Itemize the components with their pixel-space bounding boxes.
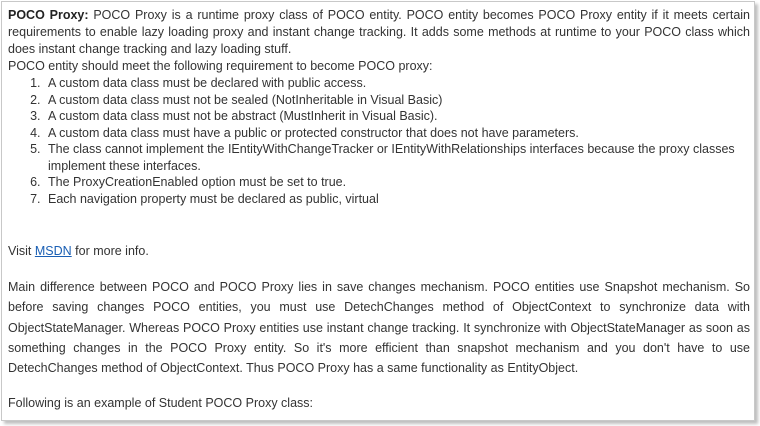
screenshot-frame — [1, 1, 755, 421]
example-lead: Following is an example of Student POCO Proxy class: — [8, 396, 313, 411]
msdn-link[interactable]: MSDN — [34, 244, 72, 258]
requirements-lead: POCO entity should meet the following requirement to become POCO proxy: — [8, 59, 433, 73]
list-item: 5. The class cannot implement the IEntityWithChangeTracker or IEntityWithRelationships interfaces because the proxy classes implement these interfaces. — [44, 141, 750, 174]
visit-before: Visit — [8, 244, 35, 258]
list-item: 2. A custom data class must not be sealed (NotInheritable in Visual Basic) — [44, 92, 750, 109]
list-item: 7. Each navigation property must be declared as public, virtual — [44, 191, 750, 208]
list-item: 3. A custom data class must not be abstract (MustInherit in Visual Basic). — [44, 108, 750, 125]
list-item: 6. The ProxyCreationEnabled option must be set to true. — [44, 174, 750, 191]
requirements-list — [8, 75, 750, 207]
intro-paragraph — [8, 7, 750, 58]
list-item: 1. A custom data class must be declared with public access. — [44, 75, 750, 92]
visit-paragraph — [8, 243, 750, 260]
difference-paragraph: Main difference between POCO and POCO Proxy lies in save changes mechanism. POCO entities use Snapshot mechanism. So before saving changes POCO entities, you must use DetechChanges method of ObjectContext to synchronize data with ObjectStateManager. Whereas POCO Proxy entities use instant change tracking. It synchronize with ObjectStateManager as soon as something changes in the POCO Proxy entity. So it's more efficient than snapshot mechanism and you don't have to use DetechChanges method of ObjectContext. Thus POCO Proxy has a same functionality as EntityObject. — [8, 280, 750, 376]
poco-proxy-term: POCO Proxy: — [8, 8, 89, 22]
intro-text: POCO Proxy is a runtime proxy class of POCO entity. POCO entity becomes POCO Proxy entity if it meets certain requirements to enable lazy loading proxy and instant change tracking. It adds some methods at runtime to your POCO class which does instant change tracking and lazy loading stuff. — [8, 8, 751, 56]
article-body — [8, 7, 750, 412]
visit-after: for more info. — [71, 244, 149, 258]
list-item: 4. A custom data class must have a public or protected constructor that does not have parameters. — [44, 125, 750, 142]
